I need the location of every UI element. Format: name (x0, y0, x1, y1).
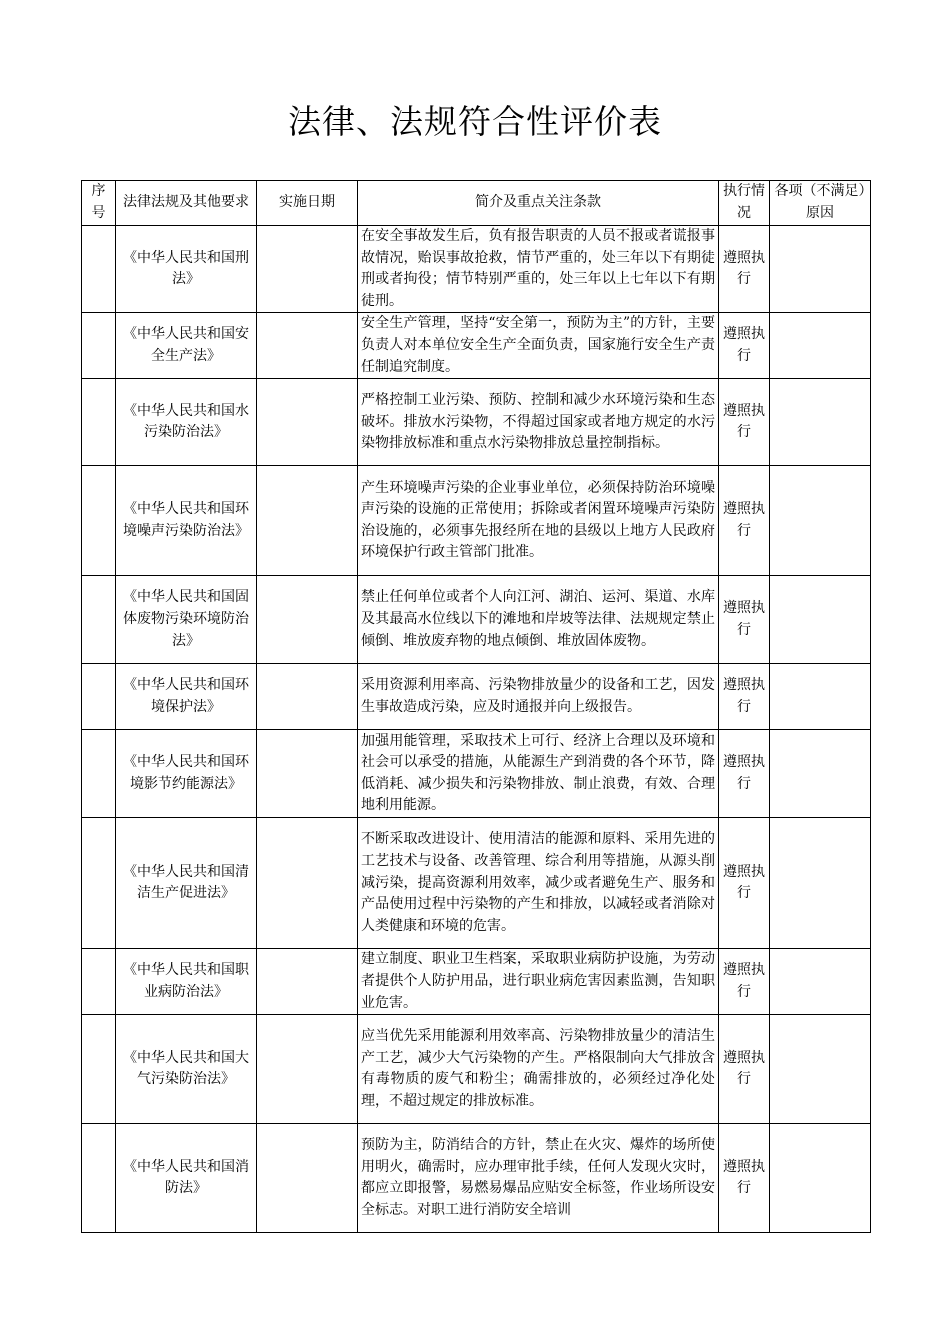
row-reason (770, 1015, 871, 1124)
row-date (257, 379, 358, 466)
row-law: 《中华人民共和国刑法》 (116, 226, 257, 313)
row-status: 遵照执行 (719, 379, 770, 466)
row-date (257, 466, 358, 576)
row-desc: 预防为主，防消结合的方针，禁止在火灾、爆炸的场所使用明火，确需时，应办理审批手续，任何人发现火灾时，都应立即报警，易燃易爆品应贴安全标签，作业场所设安全标志。对职工进行消防安全培训 (358, 1124, 719, 1233)
row-num (82, 664, 116, 730)
row-status: 遵照执行 (719, 1124, 770, 1233)
row-desc: 禁止任何单位或者个人向江河、湖泊、运河、渠道、水库及其最高水位线以下的滩地和岸坡等法律、法规规定禁止倾倒、堆放废弃物的地点倾倒、堆放固体废物。 (358, 576, 719, 664)
row-status: 遵照执行 (719, 664, 770, 730)
row-status: 遵照执行 (719, 313, 770, 379)
row-reason (770, 379, 871, 466)
header-row (82, 181, 871, 226)
header-reason: 各项（不满足）原因 (770, 181, 871, 226)
row-status: 遵照执行 (719, 730, 770, 818)
row-reason (770, 818, 871, 949)
row-law: 《中华人民共和国环境保护法》 (116, 664, 257, 730)
row-desc: 严格控制工业污染、预防、控制和减少水环境污染和生态破坏。排放水污染物，不得超过国家或者地方规定的水污染物排放标准和重点水污染物排放总量控制指标。 (358, 379, 719, 466)
row-status: 遵照执行 (719, 576, 770, 664)
row-date (257, 664, 358, 730)
header-status: 执行情况 (719, 181, 770, 226)
row-law: 《中华人民共和国环境噪声污染防治法》 (116, 466, 257, 576)
row-law: 《中华人民共和国固体废物污染环境防治法》 (116, 576, 257, 664)
row-status: 遵照执行 (719, 466, 770, 576)
row-desc: 产生环境噪声污染的企业事业单位，必须保持防治环境噪声污染的设施的正常使用；拆除或者闲置环境噪声污染防治设施的，必须事先报经所在地的县级以上地方人民政府环境保护行政主管部门批准。 (358, 466, 719, 576)
row-num (82, 466, 116, 576)
row-reason (770, 1124, 871, 1233)
row-date (257, 1015, 358, 1124)
table-row (82, 1124, 871, 1233)
row-num (82, 1015, 116, 1124)
row-date (257, 576, 358, 664)
row-desc: 应当优先采用能源利用效率高、污染物排放量少的清洁生产工艺，减少大气污染物的产生。严格限制向大气排放含有毒物质的废气和粉尘；确需排放的，必须经过净化处理，不超过规定的排放标准。 (358, 1015, 719, 1124)
table-row (82, 226, 871, 313)
row-num (82, 226, 116, 313)
row-num (82, 313, 116, 379)
header-num: 序号 (82, 181, 116, 226)
row-desc: 采用资源利用率高、污染物排放量少的设备和工艺，因发生事故造成污染，应及时通报并向上级报告。 (358, 664, 719, 730)
row-date (257, 949, 358, 1015)
header-date: 实施日期 (257, 181, 358, 226)
row-date (257, 1124, 358, 1233)
row-num (82, 730, 116, 818)
row-num (82, 379, 116, 466)
row-law: 《中华人民共和国大气污染防治法》 (116, 1015, 257, 1124)
row-law: 《中华人民共和国安全生产法》 (116, 313, 257, 379)
row-num (82, 949, 116, 1015)
header-desc: 简介及重点关注条款 (358, 181, 719, 226)
row-desc: 不断采取改进设计、使用清洁的能源和原料、采用先进的工艺技术与设备、改善管理、综合利用等措施，从源头削减污染，提高资源利用效率，减少或者避免生产、服务和产品使用过程中污染物的产生和排放，以减轻或者消除对人类健康和环境的危害。 (358, 818, 719, 949)
table-row (82, 466, 871, 576)
table-row (82, 379, 871, 466)
row-date (257, 818, 358, 949)
row-reason (770, 730, 871, 818)
row-date (257, 313, 358, 379)
row-status: 遵照执行 (719, 949, 770, 1015)
row-status: 遵照执行 (719, 226, 770, 313)
row-reason (770, 576, 871, 664)
row-reason (770, 313, 871, 379)
row-reason (770, 466, 871, 576)
row-date (257, 226, 358, 313)
page-title: 法律、法规符合性评价表 (288, 102, 662, 141)
table-row (82, 818, 871, 949)
row-reason (770, 664, 871, 730)
row-status: 遵照执行 (719, 1015, 770, 1124)
table-row (82, 949, 871, 1015)
row-law: 《中华人民共和国水污染防治法》 (116, 379, 257, 466)
compliance-table (81, 180, 871, 1233)
row-law: 《中华人民共和国消防法》 (116, 1124, 257, 1233)
row-num (82, 576, 116, 664)
table-row (82, 576, 871, 664)
row-desc: 加强用能管理，采取技术上可行、经济上合理以及环境和社会可以承受的措施，从能源生产到消费的各个环节，降低消耗、减少损失和污染物排放、制止浪费，有效、合理地利用能源。 (358, 730, 719, 818)
row-status: 遵照执行 (719, 818, 770, 949)
row-law: 《中华人民共和国环境影节约能源法》 (116, 730, 257, 818)
row-desc: 安全生产管理，坚持“安全第一，预防为主”的方针，主要负责人对本单位安全生产全面负责，国家施行安全生产责任制追究制度。 (358, 313, 719, 379)
row-num (82, 1124, 116, 1233)
row-desc: 在安全事故发生后，负有报告职责的人员不报或者谎报事故情况，贻误事故抢救，情节严重的，处三年以下有期徒刑或者拘役；情节特别严重的，处三年以上七年以下有期徒刑。 (358, 226, 719, 313)
table-row (82, 1015, 871, 1124)
row-reason (770, 226, 871, 313)
row-reason (770, 949, 871, 1015)
row-desc: 建立制度、职业卫生档案，采取职业病防护设施，为劳动者提供个人防护用品，进行职业病危害因素监测，告知职业危害。 (358, 949, 719, 1015)
header-law: 法律法规及其他要求 (116, 181, 257, 226)
row-num (82, 818, 116, 949)
row-date (257, 730, 358, 818)
table-row (82, 730, 871, 818)
table-row (82, 313, 871, 379)
row-law: 《中华人民共和国职业病防治法》 (116, 949, 257, 1015)
row-law: 《中华人民共和国清洁生产促进法》 (116, 818, 257, 949)
table-row (82, 664, 871, 730)
